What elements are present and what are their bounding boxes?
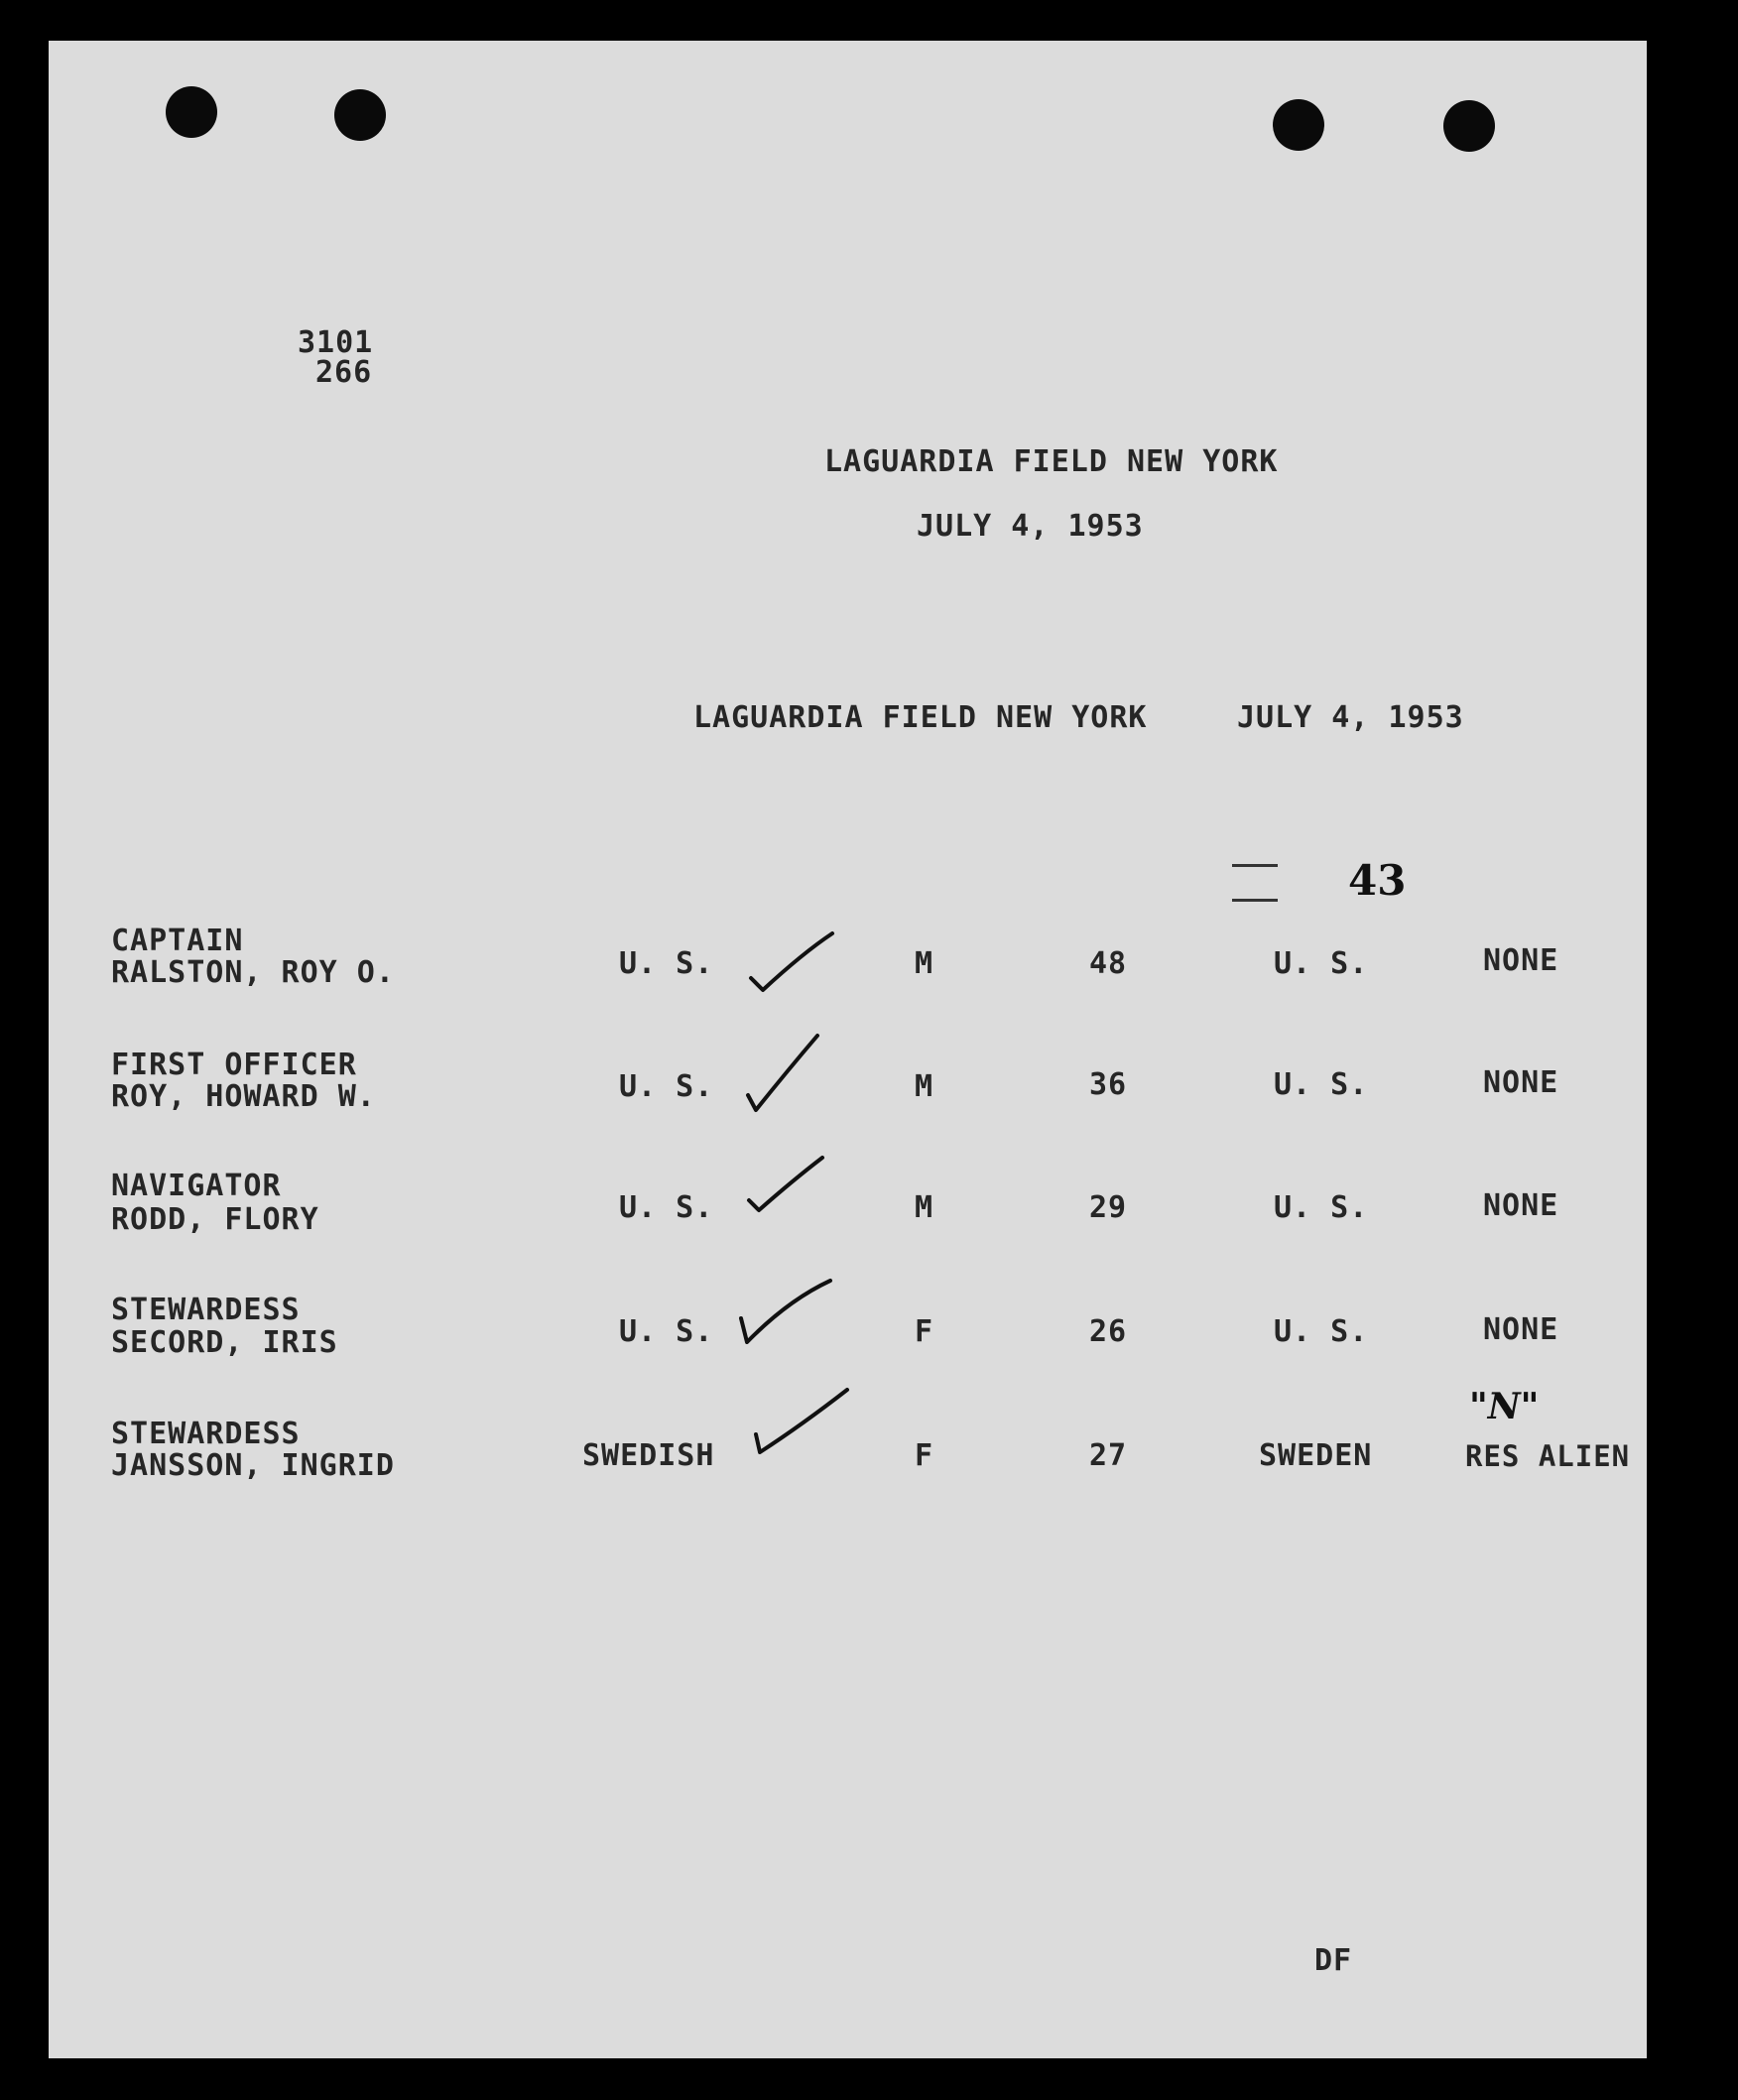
crew-title: NAVIGATOR — [111, 1169, 282, 1203]
crew-name: ROY, HOWARD W. — [111, 1079, 376, 1114]
subheader-date: JULY 4, 1953 — [1237, 700, 1464, 735]
crew-age: 27 — [1089, 1438, 1128, 1473]
crew-title: STEWARDESS — [111, 1293, 301, 1327]
crew-name: SECORD, IRIS — [111, 1325, 338, 1360]
crew-age: 48 — [1089, 946, 1128, 981]
crew-country: U. S. — [1274, 946, 1369, 981]
document-page — [49, 41, 1647, 2058]
handwritten-annotation: "N" — [1469, 1386, 1540, 1427]
check-mark-icon — [743, 1153, 842, 1222]
crew-nationality: U. S. — [619, 946, 714, 981]
crew-title: FIRST OFFICER — [111, 1048, 357, 1082]
crew-title: CAPTAIN — [111, 924, 244, 958]
crew-name: JANSSON, INGRID — [111, 1448, 395, 1483]
page-number-dash — [1232, 899, 1278, 902]
crew-nationality: U. S. — [619, 1069, 714, 1104]
crew-sex: M — [915, 1190, 934, 1225]
crew-status: RES ALIEN — [1465, 1439, 1631, 1473]
punch-hole-right-1 — [1273, 99, 1324, 151]
crew-age: 26 — [1089, 1314, 1128, 1349]
punch-hole-left-2 — [334, 89, 386, 141]
crew-age: 36 — [1089, 1067, 1128, 1102]
check-mark-icon — [733, 1271, 842, 1350]
crew-nationality: U. S. — [619, 1190, 714, 1225]
initials: DF — [1314, 1943, 1353, 1978]
crew-age: 29 — [1089, 1190, 1128, 1225]
check-mark-icon — [738, 1031, 837, 1115]
crew-name: RODD, FLORY — [111, 1202, 319, 1237]
check-mark-icon — [743, 928, 842, 998]
crew-country: U. S. — [1274, 1314, 1369, 1349]
crew-country: U. S. — [1274, 1190, 1369, 1225]
file-ref-subnumber: 266 — [315, 355, 373, 390]
check-mark-icon — [748, 1385, 857, 1464]
crew-status: NONE — [1483, 1188, 1559, 1223]
crew-status: NONE — [1483, 1065, 1559, 1100]
file-ref-number: 3101 — [298, 325, 374, 360]
crew-status: NONE — [1483, 943, 1559, 978]
header-location: LAGUARDIA FIELD NEW YORK — [824, 444, 1279, 479]
crew-country: U. S. — [1274, 1067, 1369, 1102]
crew-sex: M — [915, 946, 934, 981]
crew-nationality: U. S. — [619, 1314, 714, 1349]
crew-title: STEWARDESS — [111, 1417, 301, 1451]
crew-country: SWEDEN — [1259, 1438, 1373, 1473]
crew-name: RALSTON, ROY O. — [111, 955, 395, 990]
crew-nationality: SWEDISH — [582, 1438, 715, 1473]
punch-hole-left-1 — [166, 86, 217, 138]
crew-sex: M — [915, 1069, 934, 1104]
crew-status: NONE — [1483, 1312, 1559, 1347]
subheader-location: LAGUARDIA FIELD NEW YORK — [693, 700, 1148, 735]
header-date: JULY 4, 1953 — [917, 509, 1144, 544]
page-number: 43 — [1348, 856, 1407, 905]
crew-sex: F — [915, 1438, 934, 1473]
crew-sex: F — [915, 1314, 934, 1349]
punch-hole-right-2 — [1443, 100, 1495, 152]
page-number-dash — [1232, 864, 1278, 867]
